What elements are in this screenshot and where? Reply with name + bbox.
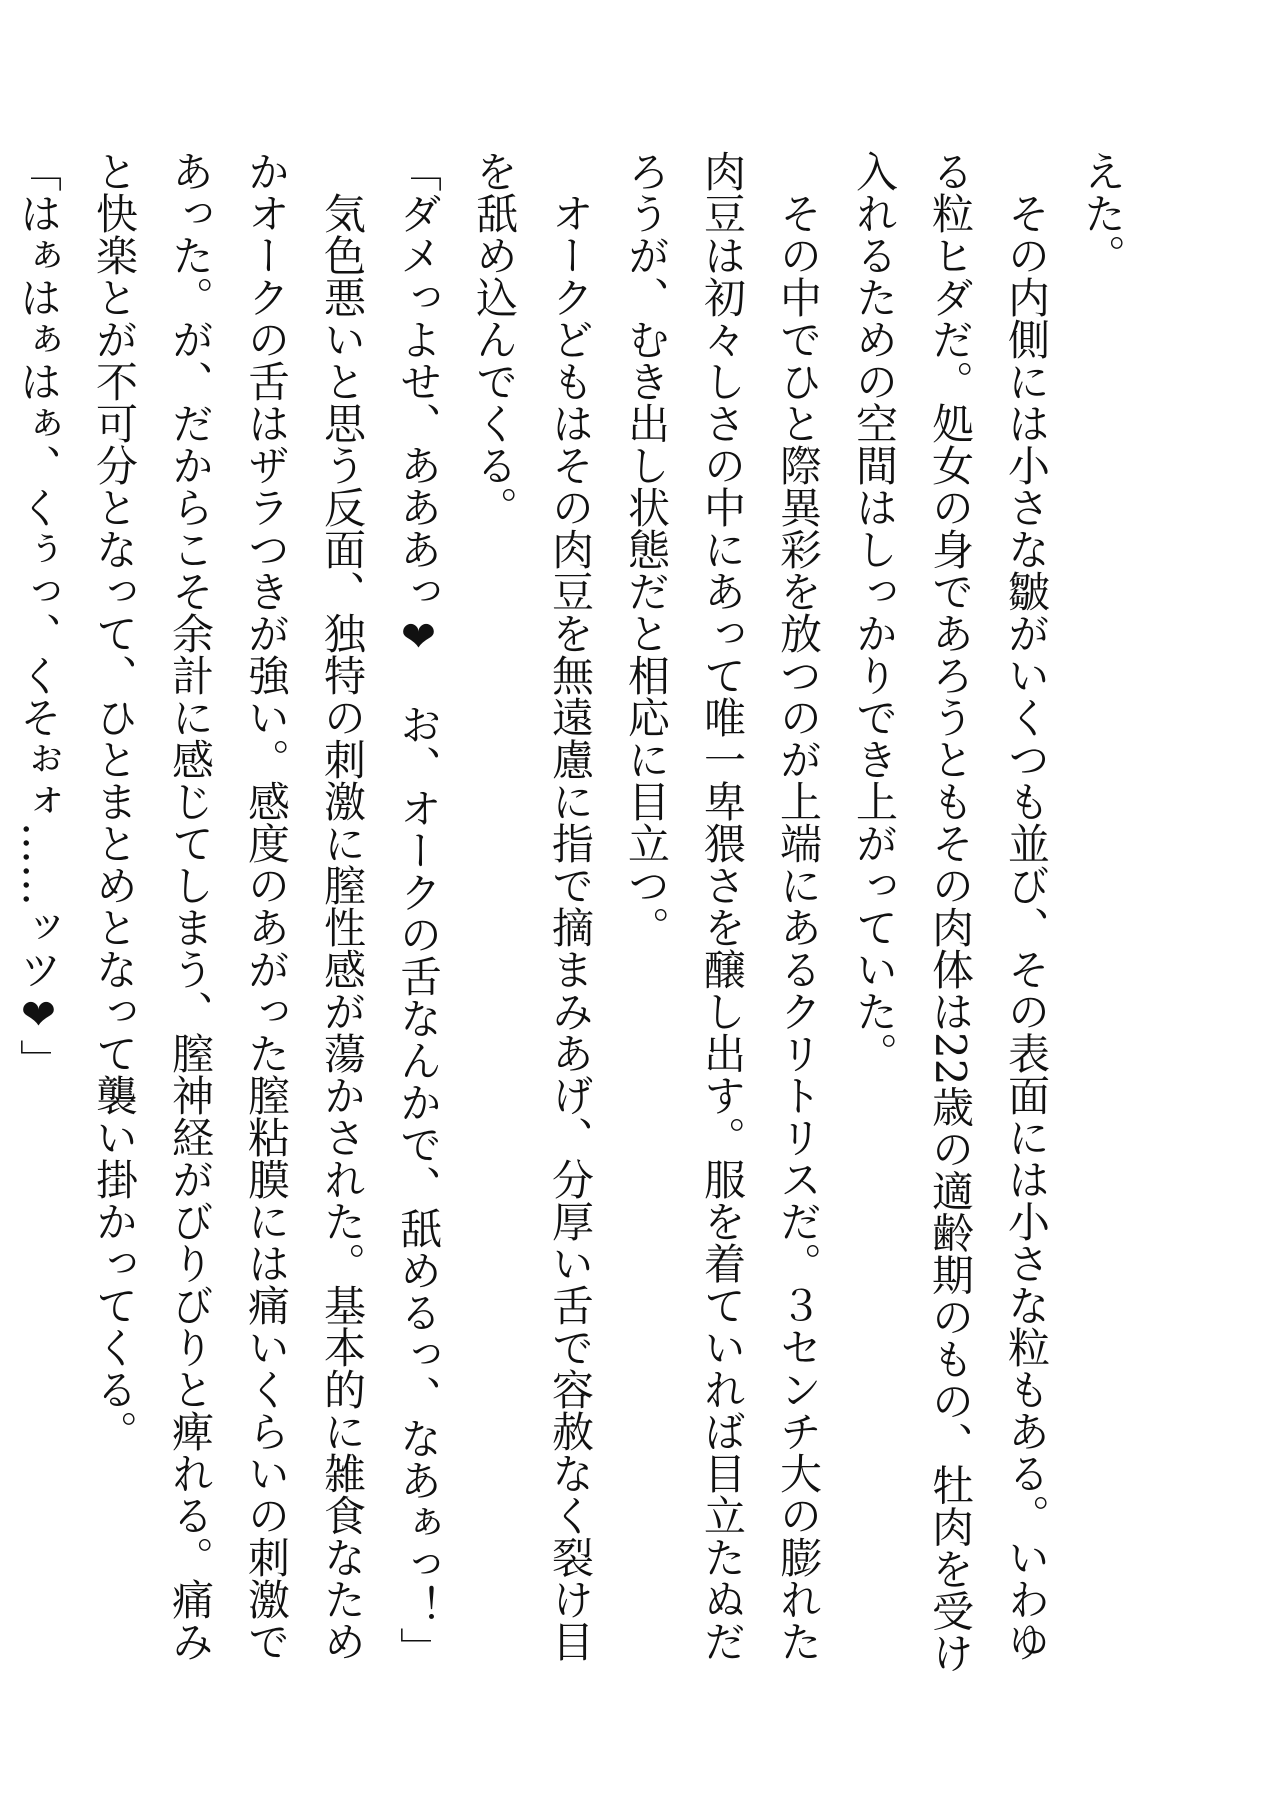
text-line: ろうが、むき出し状態だと相応に目立つ。 [622,150,671,948]
text-line: その内側には小さな皺がいくつも並び、その表面には小さな粒もある。いわゆ [1002,150,1051,1662]
text-line: その中でひと際異彩を放つのが上端にあるクリトリスだ。３センチ大の膨れた [774,150,823,1662]
text-line: を舐め込んでくる。 [470,150,519,528]
text-line: かオークの舌はザラつきが強い。感度のあがった膣粘膜には痛いくらいの刺激で [242,150,291,1662]
text-line: 肉豆は初々しさの中にあって唯一卑猥さを醸し出す。服を着ていれば目立たぬだ [698,150,747,1662]
text-line: えた。 [1078,150,1127,276]
text-line: る粒ヒダだ。処女の身であろうともその肉体は22歳の適齢期のもの、牡肉を受け [926,150,975,1674]
text-line: オークどもはその肉豆を無遠慮に指で摘まみあげ、分厚い舌で容赦なく裂け目 [546,150,595,1662]
text-line: 「ダメっよせ、あああっ❤ お、オークの舌なんかで、舐めるっ、なあぁっ！」 [394,150,443,1669]
text-line: あった。が、だからこそ余計に感じてしまう、膣神経がびりびりと痺れる。痛み [166,150,215,1662]
text-line: 「はぁはぁはぁ、くぅっ、くそぉォ……ッツ❤」 [14,150,63,1081]
text-line: と快楽とが不可分となって、ひとまとめとなって襲い掛かってくる。 [90,150,139,1452]
text-line: 気色悪いと思う反面、独特の刺激に膣性感が蕩かされた。基本的に雑食なため [318,150,367,1662]
text-line: 入れるための空間はしっかりでき上がっていた。 [850,150,899,1074]
vertical-text-body [0,150,1140,1690]
